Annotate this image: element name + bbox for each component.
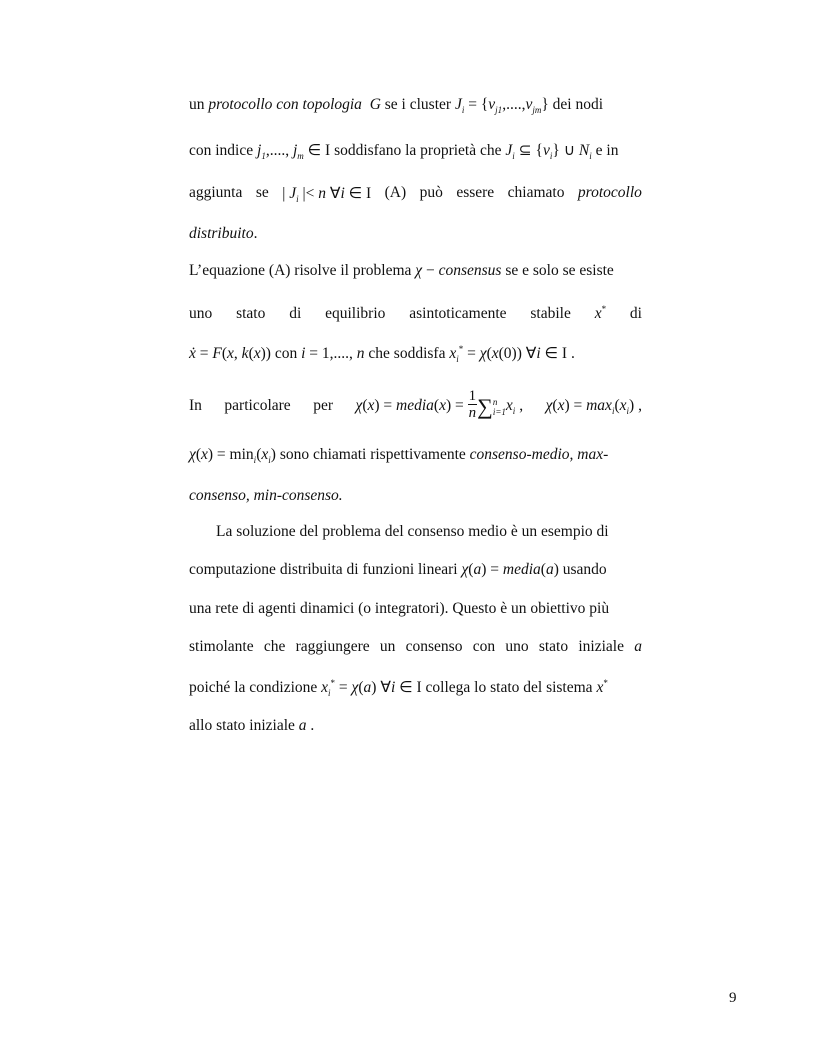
- paragraph-start: La soluzione del problema del consenso medio è un esempio di: [216, 523, 609, 540]
- italic-term: consenso, min-consenso.: [189, 487, 343, 504]
- word: stato: [538, 638, 569, 655]
- text-line-5: [189, 262, 642, 280]
- line-12-content: [189, 561, 607, 579]
- math-x-star: x*: [596, 677, 608, 696]
- line-1-content: [189, 96, 603, 114]
- text-fragment: con indice: [189, 142, 258, 159]
- text-line-3: [189, 184, 642, 203]
- text-fragment: una rete di agenti dinamici (o integratori). Questo è un obiettivo più: [189, 600, 610, 617]
- text-fragment: se i cluster: [380, 96, 455, 113]
- word: se: [255, 184, 269, 201]
- text-line-15: [189, 678, 642, 697]
- word: asintoticamente: [409, 305, 507, 322]
- text-line-9: [189, 446, 642, 464]
- math-average-linear: χ(a) = media(a): [461, 561, 559, 578]
- word: un: [379, 638, 396, 655]
- italic-term: distribuito: [189, 225, 254, 242]
- math-condition: $x_i^* = \chi(a)$ ∀i ∈ I: [321, 677, 422, 699]
- text-fragment: sono chiamati rispettivamente: [275, 446, 470, 463]
- text-fragment: un: [189, 96, 209, 113]
- italic-term: protocollo con topologia: [208, 96, 362, 113]
- text-line-11: [216, 523, 642, 541]
- word: consenso: [405, 638, 463, 655]
- word: equilibrio: [325, 305, 386, 322]
- text-fragment: che soddisfa: [364, 345, 450, 362]
- math-chi-consensus: χ − consensus: [415, 262, 502, 279]
- math-index-range: i = 1,...., n: [301, 345, 365, 362]
- word: di: [629, 305, 642, 322]
- italic-term: consenso-medio, max-: [469, 446, 609, 463]
- text-line-6: [189, 305, 642, 323]
- text-fragment: se e solo se esiste: [501, 262, 614, 279]
- word: iniziale: [578, 638, 624, 655]
- text-fragment: .: [310, 717, 315, 734]
- word: con: [472, 638, 496, 655]
- text-line-7: [189, 344, 642, 363]
- italic-term: protocollo: [577, 184, 642, 201]
- text-line-16: [189, 717, 642, 735]
- word: stimolante: [189, 638, 254, 655]
- word: può: [419, 184, 443, 201]
- word: uno: [505, 638, 529, 655]
- math-subset-relation: $J_i$ ⊆ $\{v_i\}$ ∪ $N_i$: [505, 142, 592, 162]
- word: aggiunta: [189, 184, 243, 201]
- word: raggiungere: [295, 638, 370, 655]
- text-fragment: soddisfano la proprietà che: [330, 142, 506, 159]
- word: stabile: [530, 305, 571, 322]
- line-2-content: [189, 141, 618, 160]
- word: uno: [189, 305, 213, 322]
- text-fragment: e in: [591, 142, 619, 159]
- text-line-4: [189, 225, 642, 243]
- text-line-13: [189, 600, 642, 618]
- text-line-10: [189, 487, 642, 505]
- math-max-definition: $\chi(x) = \max_i(x_i)$ ,: [545, 397, 642, 417]
- word: particolare: [224, 397, 291, 414]
- line-15-content: [189, 678, 608, 697]
- word: essere: [456, 184, 495, 201]
- text-fragment: L’equazione (A) risolve il problema: [189, 262, 416, 279]
- text-line-12: [189, 561, 642, 579]
- text-fragment: .: [253, 225, 258, 242]
- math-dynamics: ẋ = F(x, k(x)): [189, 345, 271, 362]
- text-line-14: [189, 638, 642, 656]
- math-cardinality-condition: | $J_i$ |< n ∀i ∈ I: [282, 185, 372, 205]
- text-fragment: dei nodi: [548, 96, 604, 113]
- word: stato: [236, 305, 266, 322]
- text-fragment: con: [270, 345, 302, 362]
- math-a: a: [634, 638, 642, 655]
- text-line-1: [189, 96, 642, 114]
- math-a: a: [298, 717, 307, 734]
- text-fragment: computazione distribuita di funzioni lineari: [189, 561, 462, 578]
- text-line-2: [189, 141, 642, 160]
- math-G: G: [365, 96, 381, 113]
- fraction-1-over-n: $\frac{1}{n}$: [468, 387, 477, 421]
- page-number: 9: [729, 990, 737, 1006]
- math-min-definition: $\chi(x) = \min_i(x_i)$: [189, 446, 276, 466]
- line-9-content: [189, 446, 608, 464]
- word: In: [189, 397, 202, 414]
- math-average-definition: χ(x) = media(x) = $\frac{1}{n}$ ∑ n i=1 $x_i$ ,: [355, 387, 524, 421]
- text-fragment: poiché la condizione: [189, 679, 322, 696]
- math-x-star: x*: [594, 303, 607, 322]
- word: di: [289, 305, 302, 322]
- math-cluster-definition: $J_i = \{v_{j1},....,v_{jm}\}$: [454, 96, 549, 116]
- word: (A): [384, 184, 407, 201]
- text-fragment: collega lo stato del sistema: [421, 679, 597, 696]
- word: chiamato: [507, 184, 565, 201]
- text-fragment: .: [567, 345, 575, 362]
- word: che: [263, 638, 286, 655]
- math-equilibrium-condition: $x_i^* = \chi(x(0))$ ∀i ∈ I: [449, 343, 568, 365]
- text-line-8: [189, 385, 642, 427]
- text-fragment: usando: [558, 561, 607, 578]
- math-index-set: $j_1$,...., $j_m$ ∈ I: [257, 142, 331, 162]
- text-fragment: allo stato iniziale: [189, 717, 299, 734]
- word: per: [313, 397, 333, 414]
